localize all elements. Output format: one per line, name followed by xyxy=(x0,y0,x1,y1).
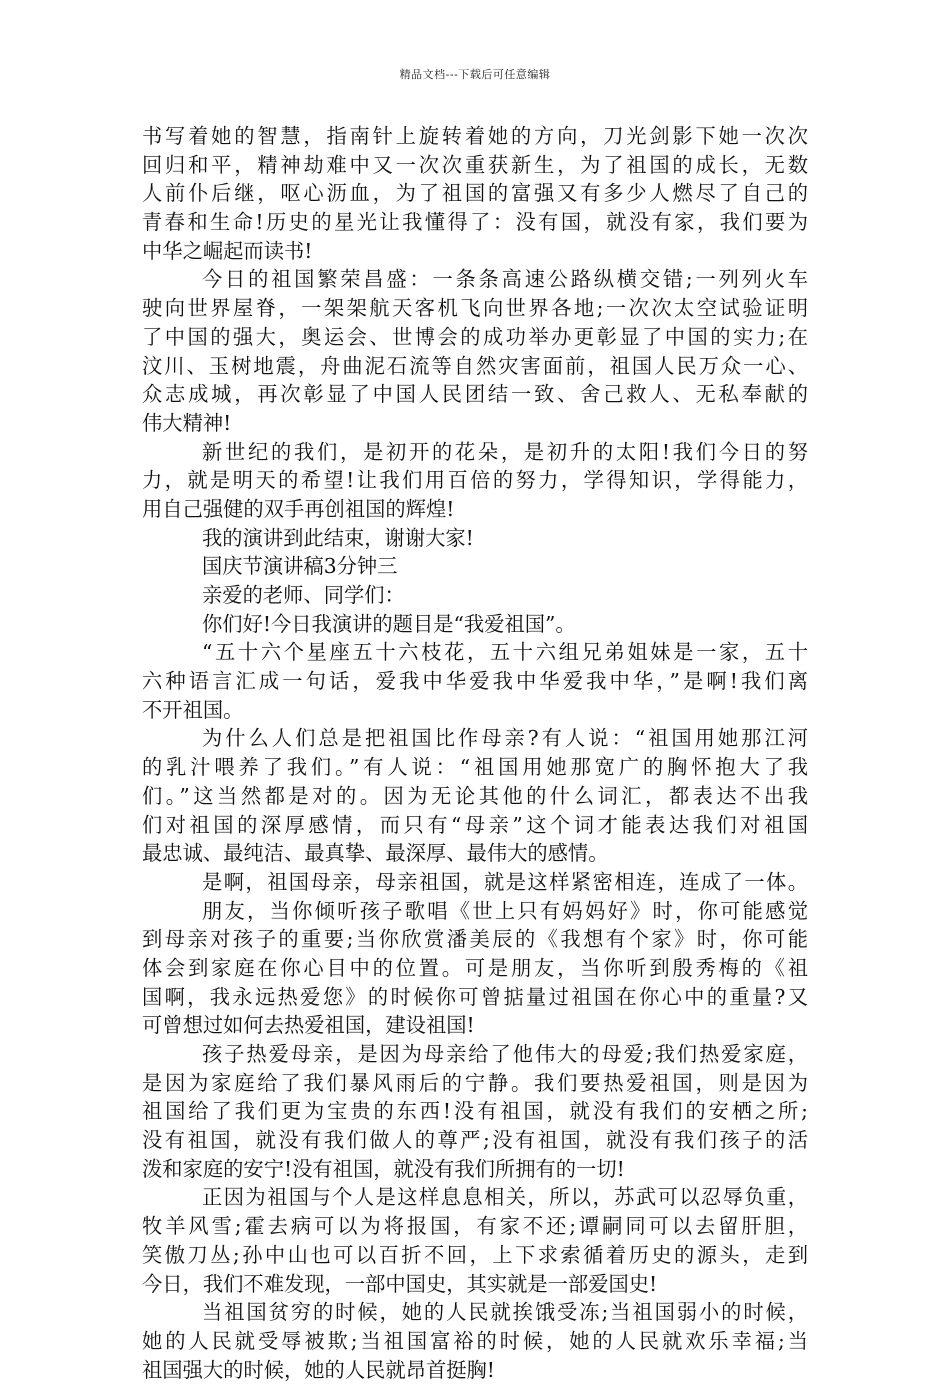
text-line: 伟大精神! xyxy=(142,410,232,435)
paragraph-first-line: 孩子热爱母亲，是因为母亲给了他伟大的母爱;我们热爱家庭， xyxy=(202,1042,808,1066)
paragraph-first-line: 今日的祖国繁荣昌盛：一条条高速公路纵横交错;一列列火车 xyxy=(202,267,808,292)
text-line: 她的人民就受辱被欺;当祖国富裕的时候，她的人民就欢乐幸福;当 xyxy=(142,1328,808,1353)
document-body xyxy=(142,122,808,1384)
text-line: 六种语言汇成一句话，爱我中华爱我中华爱我中华，”是啊!我们离 xyxy=(142,669,808,694)
text-line: 们。”这当然都是对的。因为无论其他的什么词汇，都表达不出我 xyxy=(142,783,808,808)
text-line: 汶川、玉树地震，舟曲泥石流等自然灾害面前，祖国人民万众一心、 xyxy=(142,353,808,378)
page-header: 精品文档---下载后可任意编辑 xyxy=(399,68,551,81)
text-line: 可曾想过如何去热爱祖国，建设祖国! xyxy=(142,1013,475,1038)
text-line: 书写着她的智慧，指南针上旋转着她的方向，刀光剑影下她一次次 xyxy=(142,124,808,148)
text-line: 没有祖国，就没有我们做人的尊严;没有祖国，就没有我们孩子的活 xyxy=(142,1128,808,1153)
section-title: 国庆节演讲稿3分钟三 xyxy=(202,554,398,579)
text-line: 泼和家庭的安宁!没有祖国，就没有我们所拥有的一切! xyxy=(142,1156,625,1181)
paragraph-first-line: 当祖国贫穷的时候，她的人民就挨饿受冻;当祖国弱小的时候， xyxy=(202,1300,808,1325)
text-line: 众志成城，再次彰显了中国人民团结一致、舍己救人、无私奉献的 xyxy=(142,382,808,407)
text-line: 是因为家庭给了我们暴风雨后的宁静。我们要热爱祖国，则是因为 xyxy=(142,1070,808,1095)
paragraph-first-line: 新世纪的我们，是初开的花朵，是初升的太阳!我们今日的努 xyxy=(202,439,808,464)
text-line: 到母亲对孩子的重要;当你欣赏潘美辰的《我想有个家》时，你可能 xyxy=(142,927,808,952)
text-line: 今日，我们不难发现，一部中国史，其实就是一部爱国史! xyxy=(142,1271,658,1296)
paragraph-first-line: 朋友，当你倾听孩子歌唱《世上只有妈妈好》时，你可能感觉 xyxy=(202,898,808,923)
greeting-line: 你们好!今日我演讲的题目是“我爱祖国”。 xyxy=(202,611,576,636)
text-line: 最忠诚、最纯洁、最真挚、最深厚、最伟大的感情。 xyxy=(142,841,609,866)
salutation: 亲爱的老师、同学们： xyxy=(202,583,405,607)
text-line: 笑傲刀丛;孙中山也可以百折不回，上下求索循着历史的源头，走到 xyxy=(142,1242,808,1267)
text-line: 不开祖国。 xyxy=(142,697,244,722)
text-line: 牧羊风雪;霍去病可以为将报国，有家不还;谭嗣同可以去留肝胆， xyxy=(142,1214,808,1239)
text-line: 驶向世界屋脊，一架架航天客机飞向世界各地;一次次太空试验证明 xyxy=(142,296,808,321)
text-line: 了中国的强大，奥运会、世博会的成功举办更彰显了中国的实力;在 xyxy=(142,324,808,349)
text-line: 的乳汁喂养了我们。”有人说：“祖国用她那宽广的胸怀抱大了我 xyxy=(142,755,808,780)
text-line: 人前仆后继，呕心沥血，为了祖国的富强又有多少人燃尽了自己的 xyxy=(142,181,808,206)
text-line: 祖国强大的时候，她的人民就昂首挺胸! xyxy=(142,1357,495,1382)
paragraph-first-line: “五十六个星座五十六枝花，五十六组兄弟姐妹是一家，五十 xyxy=(202,640,808,665)
closing-line: 我的演讲到此结束，谢谢大家! xyxy=(202,525,474,550)
text-line: 用自己强健的双手再创祖国的辉煌! xyxy=(142,496,455,521)
paragraph-first-line: 为什么人们总是把祖国比作母亲?有人说：“祖国用她那江河 xyxy=(202,726,808,751)
text-line: 们对祖国的深厚感情，而只有“母亲”这个词才能表达我们对祖国 xyxy=(142,812,808,837)
text-line: 体会到家庭在你心目中的位置。可是朋友，当你听到殷秀梅的《祖 xyxy=(142,955,808,980)
paragraph-first-line: 是啊，祖国母亲，母亲祖国，就是这样紧密相连，连成了一体。 xyxy=(202,869,808,894)
text-line: 国啊，我永远热爱您》的时候你可曾掂量过祖国在你心中的重量?又 xyxy=(142,984,808,1009)
text-line: 祖国给了我们更为宝贵的东西!没有祖国，就没有我们的安栖之所; xyxy=(142,1099,808,1124)
text-line: 中华之崛起而读书! xyxy=(142,238,313,263)
text-line: 力，就是明天的希望!让我们用百倍的努力，学得知识，学得能力， xyxy=(142,468,808,493)
paragraph-first-line: 正因为祖国与个人是这样息息相关，所以，苏武可以忍辱负重， xyxy=(202,1185,808,1210)
text-line: 青春和生命!历史的星光让我懂得了：没有国，就没有家，我们要为 xyxy=(142,210,808,235)
text-line: 回归和平，精神劫难中又一次次重获新生，为了祖国的成长，无数 xyxy=(142,152,808,177)
